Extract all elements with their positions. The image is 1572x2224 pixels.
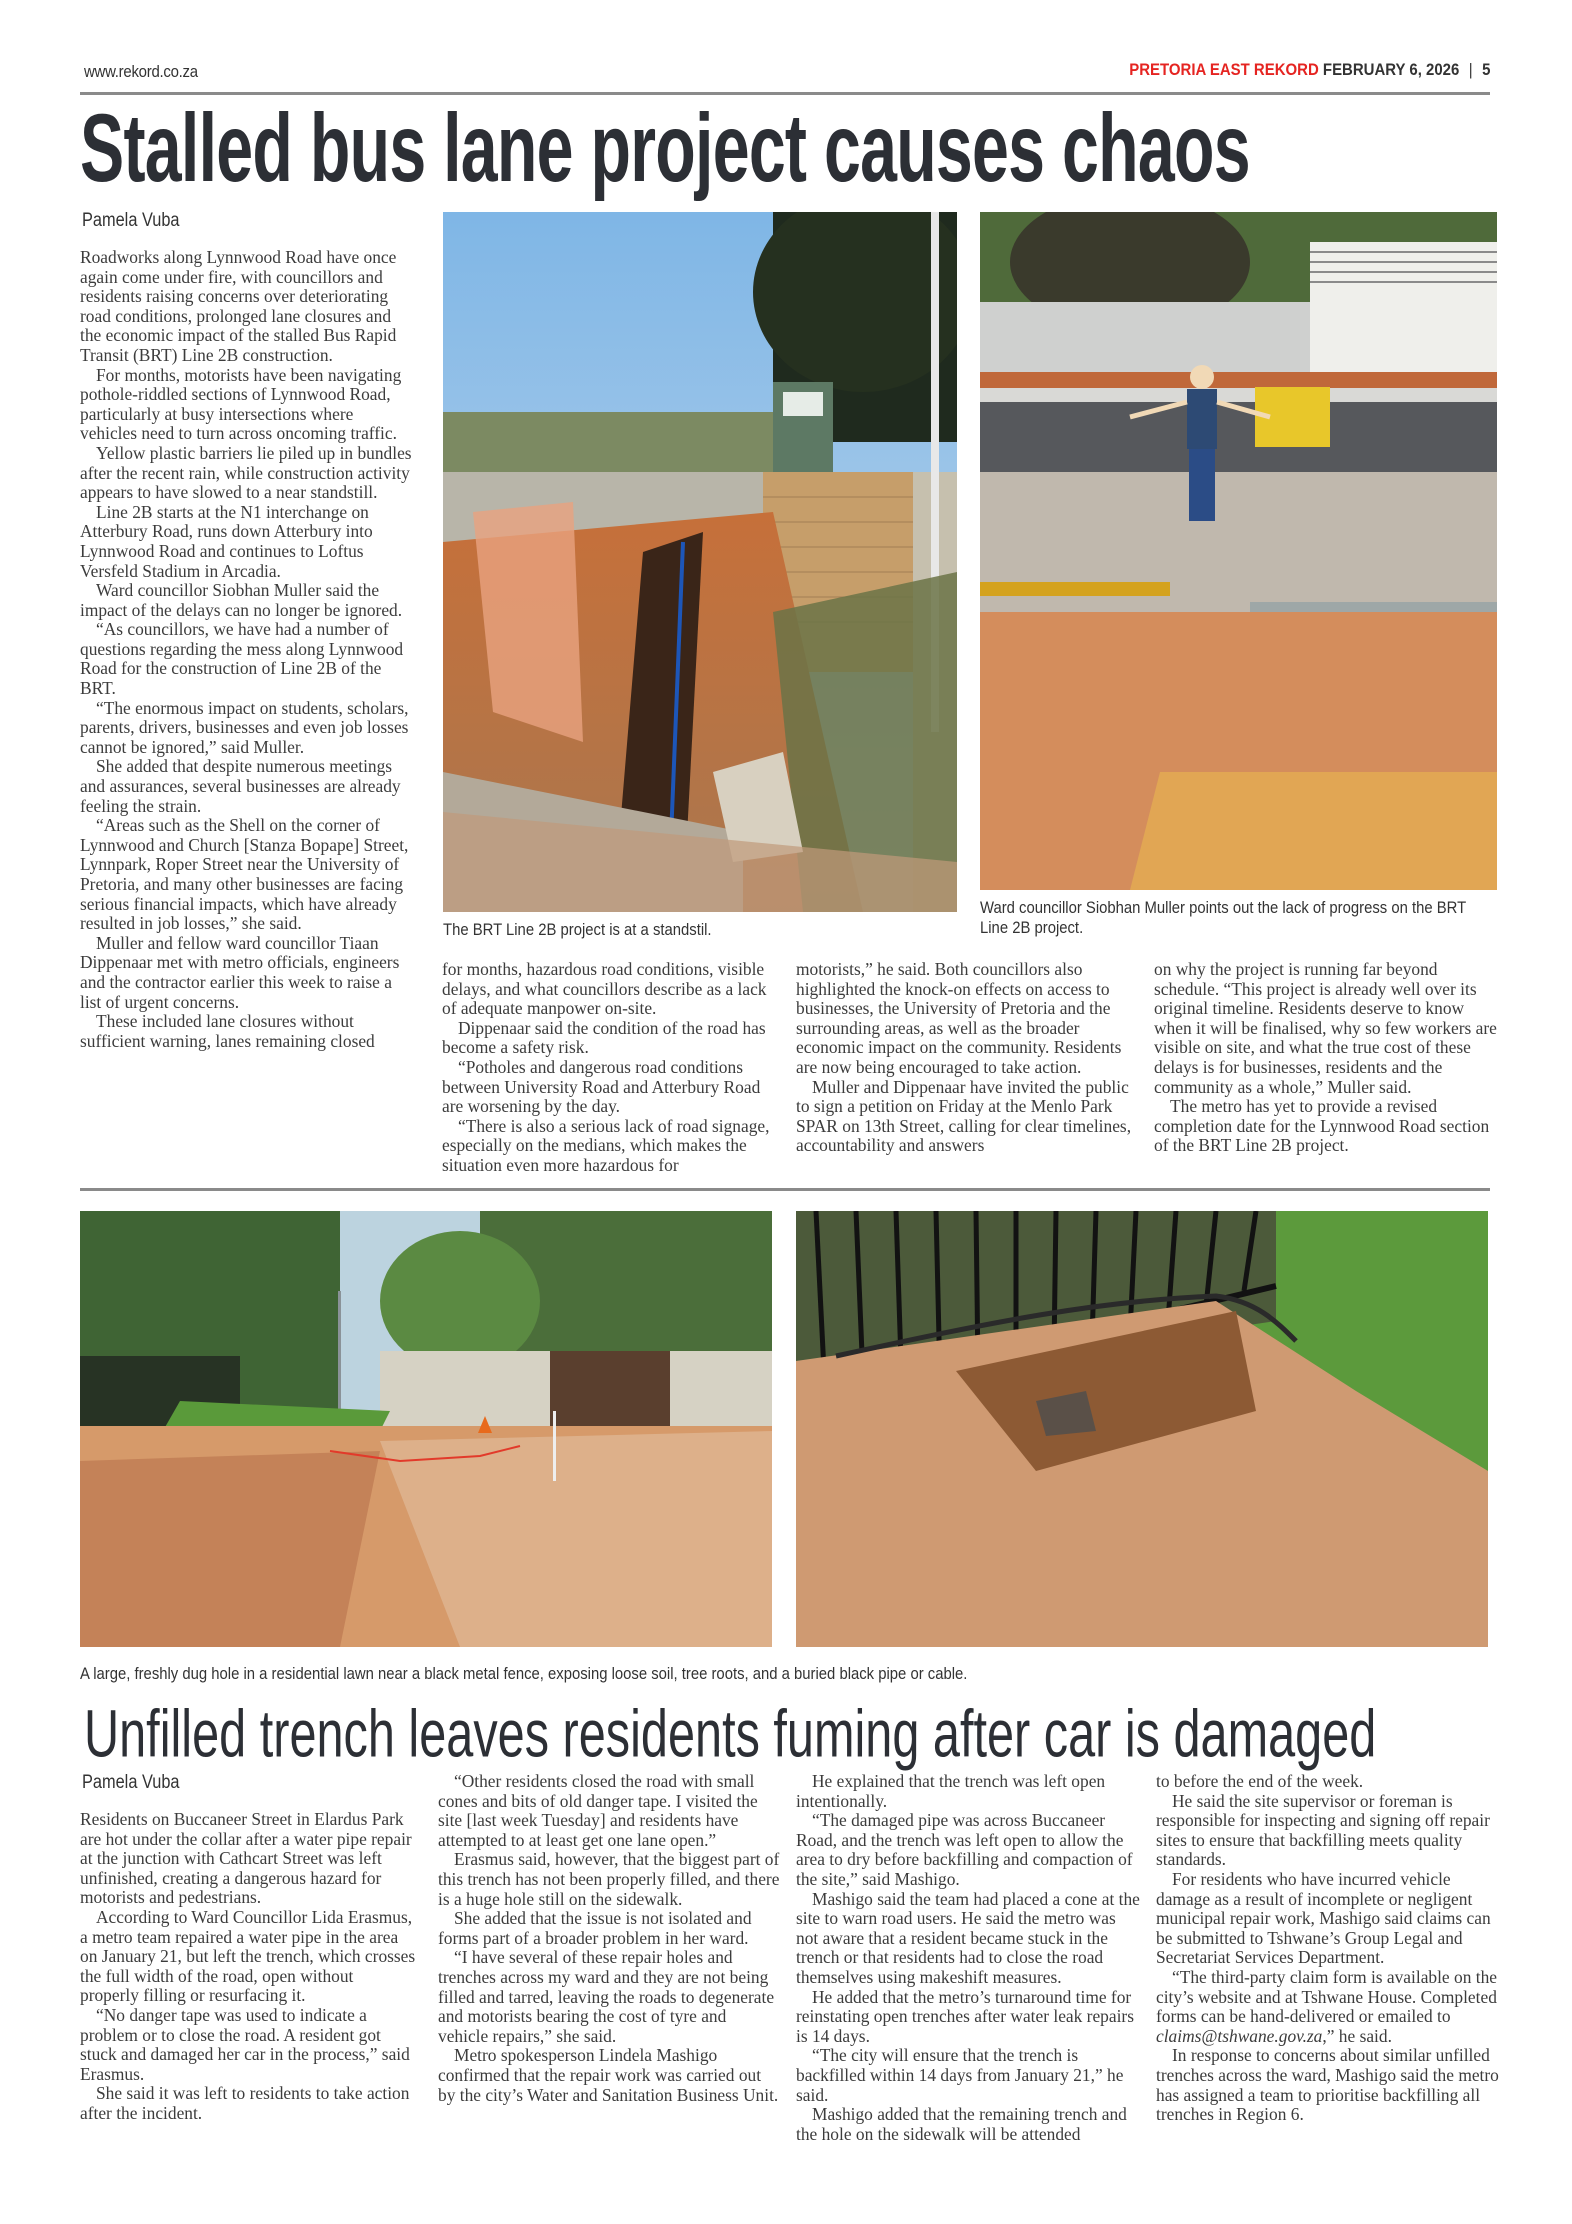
- paragraph: Roadworks along Lynnwood Road have once again come under fire, with councillors and residents raising concerns over deteriorating road conditions, prolonged lane closures and the economic impact of the stalled Bus Rapid Transit (BRT) Line 2B construction.: [80, 247, 397, 365]
- page-number: 5: [1481, 60, 1490, 79]
- section-divider: [80, 1188, 1490, 1191]
- paragraph: “As councillors, we have had a number of questions regarding the mess along Lynnwood Road for the construction of Line 2B of the BRT.: [80, 619, 404, 699]
- article2-column-2: [438, 1772, 780, 2105]
- paragraph: He said the site supervisor or foreman is responsible for inspecting and signing off repair sites to ensure that backfilling meets quality standards.: [1156, 1790, 1490, 1870]
- paragraph: She said it was left to residents to take action after the incident.: [80, 2083, 410, 2123]
- councillor-photo-caption: Ward councillor Siobhan Muller points out the lack of progress on the BRT Line 2B project.: [980, 899, 1466, 937]
- photo-strip-caption: A large, freshly dug hole in a residential lawn near a black metal fence, exposing loose soil, tree roots, and a buried black pipe or cable.: [80, 1665, 968, 1683]
- paragraph: He explained that the trench was left open intentionally.: [796, 1771, 1106, 1811]
- paragraph: “Other residents closed the road with small cones and bits of old danger tape. I visited the site [last week Tuesday] and residents have attempted to at least get one lane open.”: [438, 1771, 758, 1850]
- article1-column-1: [80, 248, 412, 1051]
- street-trench-photo: [80, 1211, 772, 1647]
- paragraph: “Areas such as the Shell on the corner of Lynnwood and Church [Stanza Bopape] Street, Lynnpark, Roper Street near the University of Pretoria, and many other businesses are facing serious financial impacts, which have already resulted in job losses,” she said.: [80, 815, 409, 934]
- paragraph: For months, motorists have been navigating pothole-riddled sections of Lynnwood Road, particularly at busy intersections where vehicles need to turn across oncoming traffic.: [80, 364, 402, 444]
- article2-column-1: [80, 1810, 416, 2124]
- paragraph: [1156, 1968, 1502, 2046]
- issue-date: FEBRUARY 6, 2026: [1322, 60, 1459, 79]
- paragraph: “The city will ensure that the trench is backfilled within 14 days from January 21,” he said.: [796, 2045, 1124, 2105]
- paragraph: Erasmus said, however, that the biggest part of this trench has not been properly filled, and there is a huge hole still on the sidewalk.: [438, 1849, 780, 1909]
- paragraph: She added that the issue is not isolated and forms part of a broader problem in her ward.: [438, 1908, 752, 1948]
- paragraph: Muller and Dippenaar have invited the public to sign a petition on Friday at the Menlo Park SPAR on 13th Street, calling for clear timelines, accountability and answers: [796, 1076, 1132, 1156]
- paragraph: Residents on Buccaneer Street in Elardus Park are hot under the collar after a water pipe repair at the junction with Cathcart Street was left unfinished, creating a dangerous hazard for motorists and pedestrians.: [80, 1809, 412, 1908]
- article1-column-4: [1154, 960, 1499, 1156]
- paragraph: In response to concerns about similar unfilled trenches across the ward, Mashigo said the metro has assigned a team to prioritise backfilling all trenches in Region 6.: [1156, 2045, 1499, 2125]
- paragraph: Line 2B starts at the N1 interchange on Atterbury Road, runs down Atterbury into Lynnwood Road and continues to Loftus Versfeld Stadium in Arcadia.: [80, 501, 373, 581]
- paragraph-suffix: ,” he said.: [1322, 2025, 1392, 2046]
- article1-column-3: [796, 960, 1141, 1156]
- trench-photo-caption: The BRT Line 2B project is at a standstil.: [443, 921, 712, 939]
- article1-byline: Pamela Vuba: [82, 210, 180, 231]
- paragraph: Mashigo said the team had placed a cone at the site to warn road users. He said the metro was not aware that a resident became stuck in the trench or that residents had to close the road themselves using makeshift measures.: [796, 1888, 1140, 1987]
- paragraph: The metro has yet to provide a revised completion date for the Lynnwood Road section of the BRT Line 2B project.: [1154, 1096, 1490, 1156]
- paragraph: “Potholes and dangerous road conditions between University Road and Atterbury Road are worsening by the day.: [442, 1056, 761, 1117]
- paragraph: “The damaged pipe was across Buccaneer Road, and the trench was left open to allow the area to dry before backfilling and compaction of the site,” said Mashigo.: [796, 1810, 1133, 1889]
- paragraph: motorists,” he said. Both councillors also highlighted the knock-on effects on access to businesses, the University of Pretoria and the surrounding areas, as well as the broader economic impact on the community. Residents are now being encouraged to take action.: [796, 959, 1122, 1077]
- paragraph: on why the project is running far beyond schedule. “This project is already well over its original timeline. Residents deserve to know when it will be finalised, why so few workers are visible on site, and what the true cost of these delays is for businesses, residents and the community as a whole,” Muller said.: [1154, 959, 1497, 1097]
- article1-column-2: [442, 960, 782, 1176]
- article2-column-4: [1156, 1772, 1502, 2125]
- paragraph: Dippenaar said the condition of the road has become a safety risk.: [442, 1017, 766, 1058]
- paragraph: Mashigo added that the remaining trench and the hole on the sidewalk will be attended: [796, 2104, 1127, 2144]
- masthead: [1129, 60, 1490, 80]
- paragraph: Yellow plastic barriers lie piled up in bundles after the recent rain, while construction activity appears to have slowed to a near standstill.: [80, 442, 412, 503]
- trench-photo: [443, 212, 957, 912]
- paper-name: PRETORIA EAST REKORD: [1128, 60, 1319, 79]
- paragraph: Ward councillor Siobhan Muller said the impact of the delays can no longer be ignored.: [80, 580, 403, 620]
- claims-email-link[interactable]: claims@tshwane.gov.za: [1156, 2025, 1323, 2046]
- paragraph: For residents who have incurred vehicle damage as a result of incomplete or negligent municipal repair work, Mashigo said claims can be submitted to Tshwane’s Group Legal and Secretariat Services Department.: [1156, 1868, 1491, 1968]
- paragraph: He added that the metro’s turnaround time for reinstating open trenches after water leak repairs is 14 days.: [796, 1986, 1134, 2046]
- article2-byline: Pamela Vuba: [82, 1772, 180, 1793]
- article1-headline: Stalled bus lane project causes chaos: [80, 94, 1250, 202]
- article2-headline: Unfilled trench leaves residents fuming after car is damaged: [84, 1695, 1377, 1772]
- paragraph: These included lane closures without sufficient warning, lanes remaining closed: [80, 1011, 375, 1051]
- separator: |: [1468, 60, 1473, 79]
- paragraph: According to Ward Councillor Lida Erasmus, a metro team repaired a water pipe in the area on January 21, but left the trench, which crosses the full width of the road, open without properly filling or resurfacing it.: [80, 1906, 416, 2006]
- paragraph: to before the end of the week.: [1156, 1771, 1364, 1791]
- lawn-hole-photo: [796, 1211, 1488, 1647]
- paragraph: Metro spokesperson Lindela Mashigo confirmed that the repair work was carried out by the city’s Water and Sanitation Business Unit.: [438, 2045, 779, 2105]
- paragraph: She added that despite numerous meetings and assurances, several businesses are already feeling the strain.: [80, 756, 401, 816]
- paragraph-text: “The third-party claim form is available on the city’s website and at Tshwane House. Completed forms can be hand-delivered or emailed to: [1156, 1966, 1497, 2027]
- councillor-photo: [980, 212, 1497, 890]
- paragraph: “There is also a serious lack of road signage, especially on the medians, which makes the situation even more hazardous for: [442, 1115, 770, 1175]
- paragraph: for months, hazardous road conditions, visible delays, and what councillors describe as a lack of adequate manpower on-site.: [442, 959, 767, 1019]
- paragraph: “The enormous impact on students, scholars, parents, drivers, businesses and even job losses cannot be ignored,” said Muller.: [80, 697, 409, 757]
- article2-column-3: [796, 1772, 1142, 2144]
- site-url[interactable]: www.rekord.co.za: [84, 62, 198, 81]
- paragraph: “No danger tape was used to indicate a problem or to close the road. A resident got stuck and damaged her car in the process,” said Erasmus.: [80, 2004, 410, 2084]
- paragraph: Muller and fellow ward councillor Tiaan Dippenaar met with metro officials, engineers and the contractor earlier this week to raise a list of urgent concerns.: [80, 932, 400, 1012]
- paragraph: “I have several of these repair holes and trenches across my ward and they are not being filled and tarred, leaving the roads to degenerate and motorists bearing the cost of tyre and vehicle repairs,” she said.: [438, 1947, 775, 2046]
